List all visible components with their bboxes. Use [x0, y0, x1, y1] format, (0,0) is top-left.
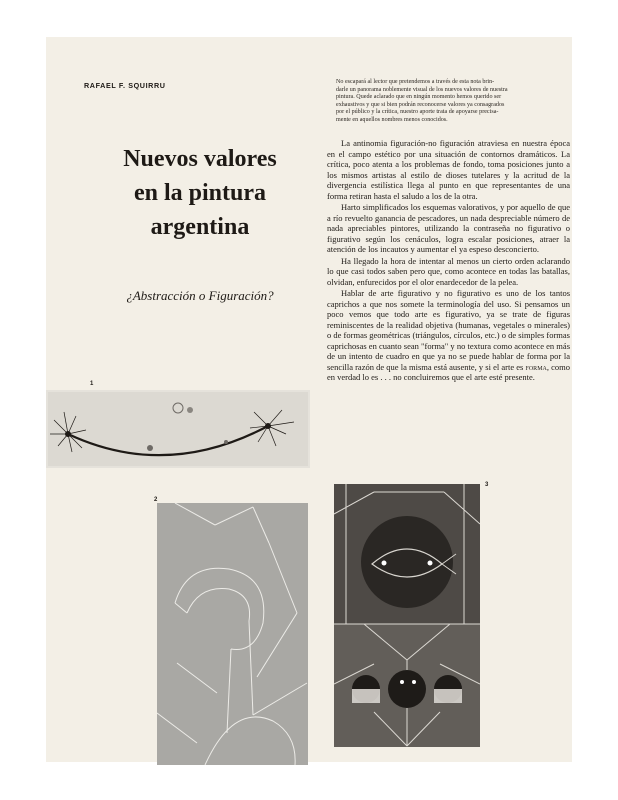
figure-3-number: 3: [485, 482, 489, 488]
article-subtitle: ¿Abstracción o Figuración?: [126, 288, 274, 303]
body-paragraph: Harto simplificados los esquemas valorativos, y por aquello de que a río revuelto ganancia de pescadores, un nada despreciable número de nada apreciables pintores, utilizando la contraseña no figurativo o figurativo según los cenáculos, logra escalar posiciones, atraer la atención de los incautos y aumentar el ya espeso desconcierto.: [327, 202, 570, 254]
intro-line: darle un panorama noblemente visual de los nuevos valores de nuestra: [336, 86, 508, 93]
author-name: RAFAEL F. SQUIRRU: [84, 81, 166, 90]
intro-line: por el público y la crítica, nuestro aporte trata de apoyarse precisa-: [336, 109, 499, 115]
intro-line: exhaustivos y que si bien podrán reconocerse valores ya consagrados: [336, 101, 505, 108]
intro-line: mente en aquellos nombres menos conocidos.: [336, 116, 448, 123]
figure-3-artwork: [334, 484, 480, 747]
intro-note: [336, 79, 568, 124]
figure-1-artwork: [46, 390, 310, 468]
figure-2-artwork: [157, 503, 308, 765]
figure-2-number: 2: [154, 497, 158, 503]
title-line-1: Nuevos valores: [123, 146, 277, 172]
paragraph-text-end: , como en verdad lo es . . . no concluiremos que el arte esté presente.: [327, 361, 571, 382]
body-paragraph: Ha llegado la hora de intentar al menos un cierto orden aclarando lo que casi todos saben pero que, como acontece en todas las batallas, olvidan, enfurecidos por el olor enardecedor de la pelea.: [327, 255, 570, 287]
article-body: [327, 138, 570, 384]
body-paragraph-last: [327, 288, 570, 383]
article-title: [84, 142, 316, 244]
title-line-3: argentina: [150, 214, 250, 240]
body-paragraph: La antinomia figuración-no figuración atraviesa en nuestra época en el campo estético por una situación de contornos dramáticos. La crítica, poco atenta a los problemas de fondo, toma posiciones junto a los mismos artistas al estilo de dioses tutelares y la acritud de la divergencia estilística llega al punto en que representantes de una forma retiran hasta el saludo a los de la otra.: [327, 138, 570, 201]
forma-word: forma: [525, 361, 547, 372]
intro-line: pintura. Quede aclarado que en ningún momento hemos querido ser: [336, 94, 502, 100]
intro-line: No escapará al lector que pretendemos a través de esta nota brin-: [336, 79, 495, 85]
paragraph-text: Hablar de arte figurativo y no figurativo es uno de los tantos caprichos a que nos somete la terminología del uso. Si pensamos un poco vemos que todo arte es figurativo, ya se trate de figuras reminiscentes de la realidad objetiva (humanas, vegetales o minerales) o de formas geométricas (triángulos, círculos, etc.) o de simples formas caprichosas en cuanto sean "forma" y no textura como acontece en más de un intento de cuadro en que ya no se puede hablar de forma por la sencilla razón de que la misma está ausente, y si el arte es: [327, 288, 570, 372]
figure-1-number: 1: [90, 381, 94, 387]
title-line-2: en la pintura: [133, 180, 267, 206]
